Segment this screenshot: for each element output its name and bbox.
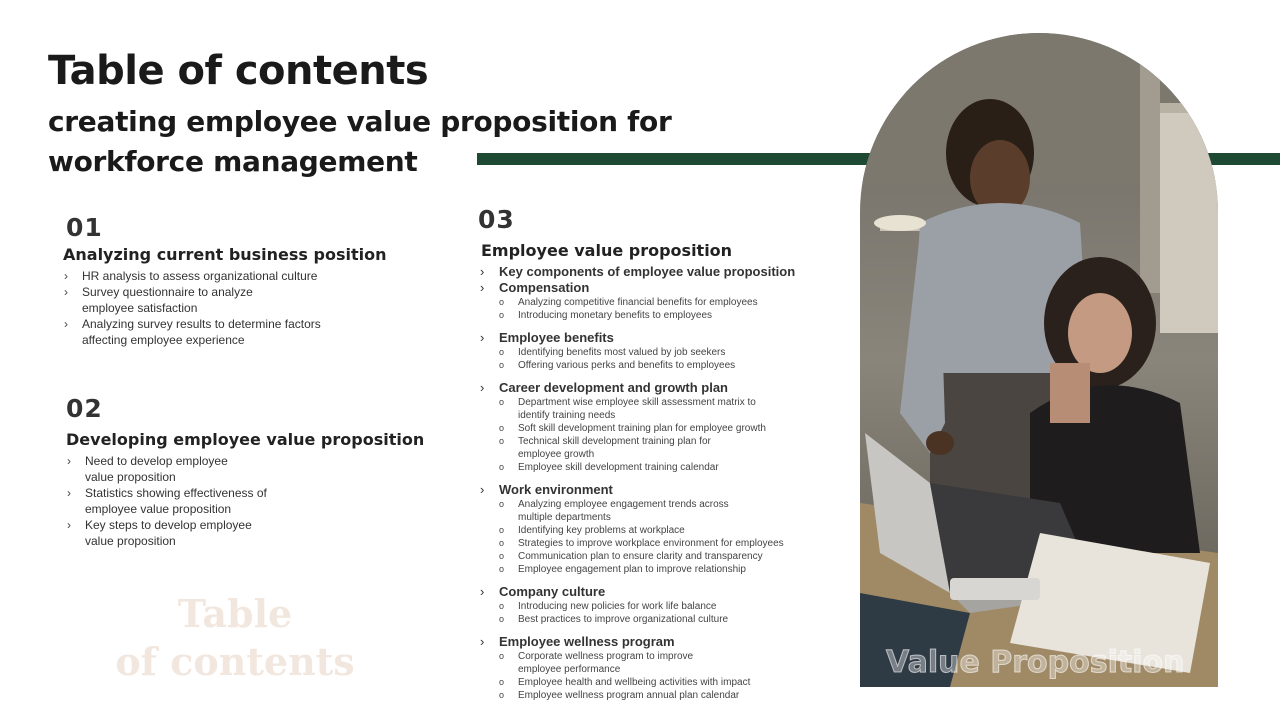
sub-list-item: o Soft skill development training plan for employee growth [480,422,840,435]
sub-list-item: o Communication plan to ensure clarity and transparency [480,550,840,563]
sub-list-item: o Strategies to improve workplace environment for employees [480,537,840,550]
section-number: 03 [478,205,515,234]
list-item: › Statistics showing effectiveness of employee value proposition [67,485,297,517]
sub-list-item: o Technical skill development training plan for employee growth [480,435,728,461]
section-heading: Analyzing current business position [63,245,387,264]
list-item: › HR analysis to assess organizational culture [64,268,364,284]
section-heading: Employee value proposition [481,241,733,260]
sub-list-item: o Employee health and wellbeing activities with impact [480,676,840,689]
photo-watermark: Value Proposition [886,645,1185,680]
background-watermark-line: Table [177,591,293,636]
sub-list-item: o Offering various perks and benefits to employees [480,359,840,372]
office-photo-illustration [860,33,1218,687]
list-item: › Employee wellness program [480,634,840,650]
page-subtitle: creating employee value proposition for workforce management [48,105,672,178]
list-item: › Key steps to develop employee value proposition [67,517,275,549]
list-item: › Analyzing survey results to determine factors affecting employee experience [64,316,352,348]
background-watermark-line: of contents [115,639,355,684]
section-number: 02 [66,394,103,423]
sub-list-item: o Introducing new policies for work life balance [480,600,840,613]
sub-list-item: o Employee skill development training calendar [480,461,840,474]
background-watermark [100,590,370,686]
list-item: › Company culture [480,584,840,600]
section-list [64,268,364,348]
section-list [67,453,297,549]
sub-list-item: o Analyzing competitive financial benefits for employees [480,296,840,309]
sub-list-item: o Best practices to improve organizational culture [480,613,840,626]
list-item: › Employee benefits [480,330,840,346]
sub-list-item: o Department wise employee skill assessment matrix to identify training needs [480,396,758,422]
section-heading: Developing employee value proposition [66,430,425,449]
sub-list [480,396,840,474]
list-item: › Survey questionnaire to analyze employee satisfaction [64,284,282,316]
sub-list-item: o Identifying benefits most valued by job seekers [480,346,840,359]
sub-list [480,296,840,322]
sub-list-item: o Corporate wellness program to improve employee performance [480,650,728,676]
sub-list-item: o Identifying key problems at workplace [480,524,840,537]
sub-list-item: o Employee wellness program annual plan calendar [480,689,840,702]
page-title: Table of contents [48,48,429,94]
sub-list-item: o Analyzing employee engagement trends across multiple departments [480,498,758,524]
list-item: › Key components of employee value proposition [480,264,840,280]
list-item: › Compensation [480,280,840,296]
sub-list-item: o Employee engagement plan to improve relationship [480,563,840,576]
list-item: › Career development and growth plan [480,380,840,396]
section-number: 01 [66,213,103,242]
list-item: › Need to develop employee value proposition [67,453,255,485]
sub-list [480,650,840,702]
sub-list [480,498,840,576]
sub-list-item: o Introducing monetary benefits to employees [480,309,840,322]
office-photo [860,33,1218,687]
sub-list [480,346,840,372]
sub-list [480,600,840,626]
list-item: › Work environment [480,482,840,498]
section-3-list [480,264,840,710]
